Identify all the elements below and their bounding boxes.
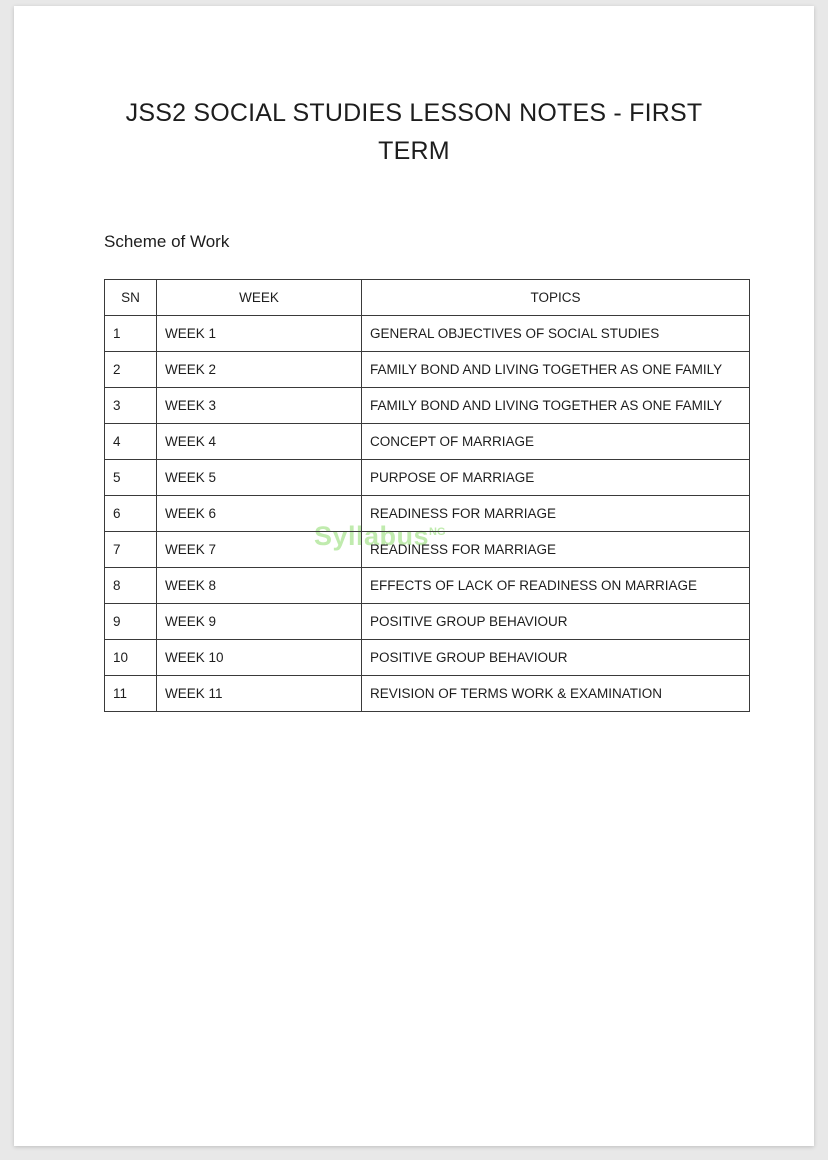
table-row: [105, 316, 750, 352]
watermark-text: Syllabus: [314, 521, 430, 551]
cell-topic: POSITIVE GROUP BEHAVIOUR: [362, 604, 750, 640]
table-row: [105, 424, 750, 460]
table-row: [105, 460, 750, 496]
cell-topic: READINESS FOR MARRIAGE: [362, 496, 750, 532]
cell-sn: 8: [105, 568, 157, 604]
table-header-row: [105, 280, 750, 316]
section-heading: Scheme of Work: [104, 232, 230, 251]
cell-sn: 7: [105, 532, 157, 568]
cell-sn: 2: [105, 352, 157, 388]
table-row: [105, 532, 750, 568]
table-body: [105, 316, 750, 712]
cell-topic: READINESS FOR MARRIAGE: [362, 532, 750, 568]
document-page: [14, 6, 814, 1146]
page-title: JSS2 SOCIAL STUDIES LESSON NOTES - FIRST TERM: [125, 99, 703, 165]
cell-week: WEEK 4: [157, 424, 362, 460]
table-row: [105, 604, 750, 640]
cell-topic: EFFECTS OF LACK OF READINESS ON MARRIAGE: [362, 568, 750, 604]
column-header-week: WEEK: [157, 280, 362, 316]
cell-week: WEEK 2: [157, 352, 362, 388]
cell-sn: 3: [105, 388, 157, 424]
cell-week: WEEK 11: [157, 676, 362, 712]
table-row: [105, 568, 750, 604]
table-header: [105, 280, 750, 316]
cell-sn: 10: [105, 640, 157, 676]
table-row: [105, 496, 750, 532]
cell-week: WEEK 8: [157, 568, 362, 604]
cell-week: WEEK 10: [157, 640, 362, 676]
cell-sn: 6: [105, 496, 157, 532]
cell-topic: FAMILY BOND AND LIVING TOGETHER AS ONE FAMILY: [362, 388, 750, 424]
cell-sn: 1: [105, 316, 157, 352]
column-header-sn: SN: [105, 280, 157, 316]
cell-sn: 9: [105, 604, 157, 640]
scheme-of-work-table: [104, 279, 750, 712]
scheme-of-work-table-container: [104, 279, 749, 712]
cell-topic: PURPOSE OF MARRIAGE: [362, 460, 750, 496]
table-row: [105, 352, 750, 388]
cell-sn: 5: [105, 460, 157, 496]
cell-week: WEEK 3: [157, 388, 362, 424]
cell-topic: CONCEPT OF MARRIAGE: [362, 424, 750, 460]
cell-topic: POSITIVE GROUP BEHAVIOUR: [362, 640, 750, 676]
watermark-suffix: NG: [429, 526, 446, 538]
cell-topic: FAMILY BOND AND LIVING TOGETHER AS ONE FAMILY: [362, 352, 750, 388]
cell-week: WEEK 6: [157, 496, 362, 532]
cell-topic: REVISION OF TERMS WORK & EXAMINATION: [362, 676, 750, 712]
table-row: [105, 640, 750, 676]
cell-topic: GENERAL OBJECTIVES OF SOCIAL STUDIES: [362, 316, 750, 352]
cell-sn: 4: [105, 424, 157, 460]
column-header-topics: TOPICS: [362, 280, 750, 316]
table-row: [105, 676, 750, 712]
cell-week: WEEK 1: [157, 316, 362, 352]
cell-week: WEEK 5: [157, 460, 362, 496]
table-row: [105, 388, 750, 424]
cell-week: WEEK 7: [157, 532, 362, 568]
cell-sn: 11: [105, 676, 157, 712]
cell-week: WEEK 9: [157, 604, 362, 640]
